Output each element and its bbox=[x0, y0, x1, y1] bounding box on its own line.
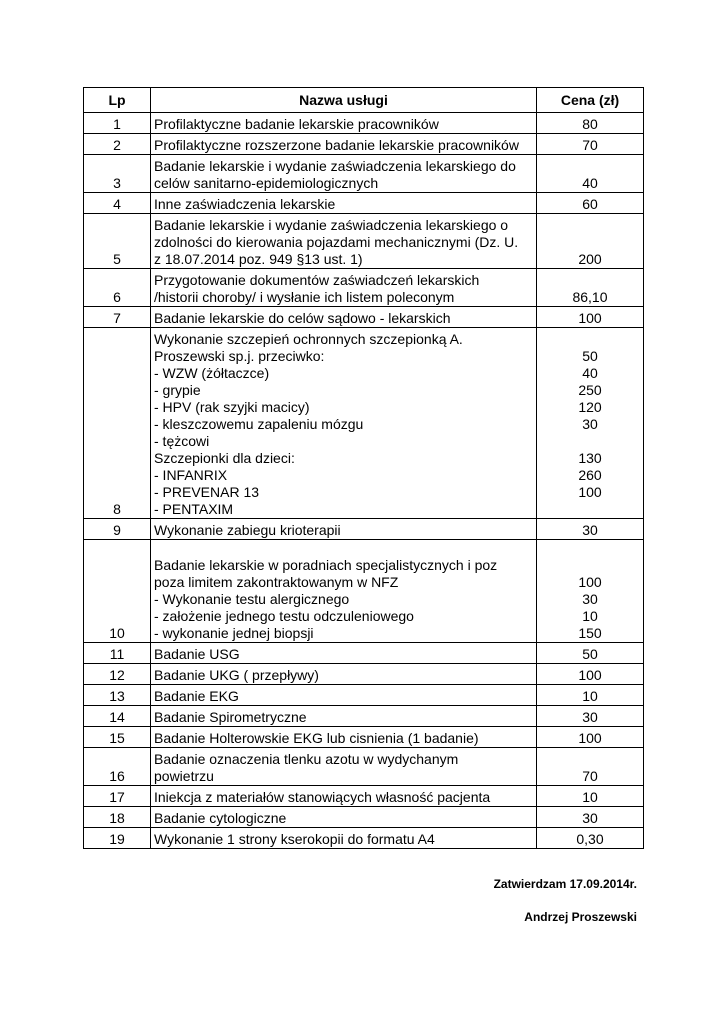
table-row bbox=[84, 786, 644, 807]
service-name-line: powietrzu bbox=[154, 768, 214, 784]
service-name bbox=[151, 155, 537, 193]
service-name bbox=[151, 214, 537, 269]
service-price bbox=[537, 307, 644, 328]
service-price bbox=[537, 155, 644, 193]
price-value: 120 bbox=[578, 399, 602, 415]
price-value: 130 bbox=[578, 450, 602, 466]
price-value: 100 bbox=[578, 310, 602, 326]
price-value: 30 bbox=[582, 591, 598, 607]
row-number: 11 bbox=[84, 643, 151, 664]
service-name bbox=[151, 727, 537, 748]
service-name-line: - wykonanie jednej biopsji bbox=[154, 625, 314, 641]
table-row bbox=[84, 664, 644, 685]
service-name bbox=[151, 706, 537, 727]
price-value: 10 bbox=[582, 608, 598, 624]
service-name bbox=[151, 828, 537, 849]
table-header-row bbox=[84, 88, 644, 113]
table-row bbox=[84, 807, 644, 828]
row-number: 18 bbox=[84, 807, 151, 828]
service-name bbox=[151, 540, 537, 643]
service-name-line: Przygotowanie dokumentów zaświadczeń lekarskich bbox=[154, 272, 480, 288]
row-number: 5 bbox=[84, 214, 151, 269]
row-number: 14 bbox=[84, 706, 151, 727]
row-number: 15 bbox=[84, 727, 151, 748]
price-value: 70 bbox=[582, 768, 598, 784]
service-price bbox=[537, 748, 644, 786]
table-row bbox=[84, 269, 644, 307]
service-name bbox=[151, 328, 537, 519]
service-price bbox=[537, 807, 644, 828]
service-name bbox=[151, 134, 537, 155]
price-value: 80 bbox=[582, 116, 598, 132]
table-row bbox=[84, 519, 644, 540]
service-name-line: Profilaktyczne rozszerzone badanie lekarskie pracowników bbox=[154, 137, 519, 153]
approval-date-text: Zatwierdzam 17.09.2014r. bbox=[493, 877, 637, 891]
service-name-line bbox=[154, 540, 533, 557]
service-name-line: - INFANRIX bbox=[154, 467, 228, 483]
service-name-line: - grypie bbox=[154, 382, 201, 398]
service-price bbox=[537, 706, 644, 727]
service-name-line: Iniekcja z materiałów stanowiących własność pacjenta bbox=[154, 789, 491, 805]
price-spacer bbox=[540, 501, 640, 518]
table-row bbox=[84, 214, 644, 269]
service-name-line: Badanie lekarskie w poradniach specjalistycznych i poz bbox=[154, 557, 498, 573]
price-value: 30 bbox=[582, 416, 598, 432]
service-name-line: - założenie jednego testu odczuleniowego bbox=[154, 608, 414, 624]
column-header-price: Cena (zł) bbox=[537, 88, 644, 113]
row-number: 2 bbox=[84, 134, 151, 155]
table-row bbox=[84, 113, 644, 134]
price-value: 70 bbox=[582, 137, 598, 153]
service-name bbox=[151, 269, 537, 307]
price-value: 100 bbox=[578, 484, 602, 500]
price-value: 30 bbox=[582, 810, 598, 826]
row-number: 8 bbox=[84, 328, 151, 519]
table-body bbox=[84, 113, 644, 849]
table-row bbox=[84, 727, 644, 748]
price-value: 250 bbox=[578, 382, 602, 398]
table-row bbox=[84, 307, 644, 328]
service-name-line: - Wykonanie testu alergicznego bbox=[154, 591, 350, 607]
service-name bbox=[151, 193, 537, 214]
row-number: 1 bbox=[84, 113, 151, 134]
price-value bbox=[540, 433, 640, 450]
service-name-line: Inne zaświadczenia lekarskie bbox=[154, 196, 336, 212]
row-number: 17 bbox=[84, 786, 151, 807]
price-value: 50 bbox=[582, 348, 598, 364]
service-name-line: Badanie oznaczenia tlenku azotu w wydychanym bbox=[154, 751, 459, 767]
price-table bbox=[83, 87, 644, 849]
service-name-line: Wykonanie 1 strony kserokopii do formatu A4 bbox=[154, 831, 435, 847]
service-name-line: Proszewski sp.j. przeciwko: bbox=[154, 348, 325, 364]
table-row bbox=[84, 193, 644, 214]
service-name bbox=[151, 519, 537, 540]
table-row bbox=[84, 828, 644, 849]
row-number: 4 bbox=[84, 193, 151, 214]
row-number: 12 bbox=[84, 664, 151, 685]
signature-name: Andrzej Proszewski bbox=[524, 910, 637, 924]
price-value: 0,30 bbox=[576, 831, 604, 847]
service-name-line: /historii choroby/ i wysłanie ich listem poleconym bbox=[154, 289, 455, 305]
service-name-line: Wykonanie szczepień ochronnych szczepionką A. bbox=[154, 331, 463, 347]
price-value: 60 bbox=[582, 196, 598, 212]
service-price bbox=[537, 540, 644, 643]
service-price bbox=[537, 643, 644, 664]
table-row bbox=[84, 328, 644, 519]
service-price bbox=[537, 828, 644, 849]
service-name-line: Badanie USG bbox=[154, 646, 240, 662]
column-header-name: Nazwa usługi bbox=[151, 88, 537, 113]
price-value: 10 bbox=[582, 688, 598, 704]
row-number: 6 bbox=[84, 269, 151, 307]
price-value: 100 bbox=[578, 574, 602, 590]
service-name-line: Szczepionki dla dzieci: bbox=[154, 450, 295, 466]
row-number: 10 bbox=[84, 540, 151, 643]
service-name-line: Badanie cytologiczne bbox=[154, 810, 287, 826]
service-name bbox=[151, 307, 537, 328]
service-price bbox=[537, 519, 644, 540]
table-row bbox=[84, 643, 644, 664]
service-name-line: poza limitem zakontraktowanym w NFZ bbox=[154, 574, 399, 590]
price-value: 86,10 bbox=[572, 289, 608, 305]
price-value: 260 bbox=[578, 467, 602, 483]
service-name bbox=[151, 113, 537, 134]
service-price bbox=[537, 134, 644, 155]
row-number: 13 bbox=[84, 685, 151, 706]
service-price bbox=[537, 328, 644, 519]
row-number: 19 bbox=[84, 828, 151, 849]
service-name-line: - kleszczowemu zapaleniu mózgu bbox=[154, 416, 364, 432]
table-row bbox=[84, 685, 644, 706]
service-name-line: Badanie Spirometryczne bbox=[154, 709, 307, 725]
service-name-line: Badanie UKG ( przepływy) bbox=[154, 667, 319, 683]
service-price bbox=[537, 786, 644, 807]
price-value: 30 bbox=[582, 709, 598, 725]
service-name-line: Badanie Holterowskie EKG lub cisnienia (1 badanie) bbox=[154, 730, 479, 746]
price-value: 40 bbox=[582, 175, 598, 191]
price-value: 40 bbox=[582, 365, 598, 381]
service-price bbox=[537, 664, 644, 685]
service-name-line: zdolności do kierowania pojazdami mechanicznymi (Dz. U. bbox=[154, 234, 519, 250]
price-value: 100 bbox=[578, 667, 602, 683]
service-name-line: celów sanitarno-epidemiologicznych bbox=[154, 175, 379, 191]
service-name-line: Badanie lekarskie i wydanie zaświadczenia lekarskiego do bbox=[154, 158, 516, 174]
service-name-line: Wykonanie zabiegu krioterapii bbox=[154, 522, 341, 538]
price-value: 100 bbox=[578, 730, 602, 746]
service-name-line: - WZW (żółtaczce) bbox=[154, 365, 270, 381]
service-name-line: Badanie lekarskie i wydanie zaświadczenia lekarskiego o bbox=[154, 217, 509, 233]
service-name-line: - PENTAXIM bbox=[154, 501, 234, 517]
price-value: 50 bbox=[582, 646, 598, 662]
price-value: 150 bbox=[578, 625, 602, 641]
service-name bbox=[151, 748, 537, 786]
price-value: 10 bbox=[582, 789, 598, 805]
service-name bbox=[151, 664, 537, 685]
service-price bbox=[537, 113, 644, 134]
service-name-line: Badanie EKG bbox=[154, 688, 239, 704]
table-row bbox=[84, 540, 644, 643]
service-name-line: - PREVENAR 13 bbox=[154, 484, 260, 500]
service-name bbox=[151, 786, 537, 807]
row-number: 7 bbox=[84, 307, 151, 328]
service-name-line: Profilaktyczne badanie lekarskie pracowników bbox=[154, 116, 439, 132]
table-row bbox=[84, 706, 644, 727]
column-header-lp: Lp bbox=[84, 88, 151, 113]
service-name bbox=[151, 807, 537, 828]
table-row bbox=[84, 748, 644, 786]
table-row bbox=[84, 134, 644, 155]
row-number: 3 bbox=[84, 155, 151, 193]
service-name bbox=[151, 685, 537, 706]
service-name-line: Badanie lekarskie do celów sądowo - lekarskich bbox=[154, 310, 451, 326]
service-price bbox=[537, 727, 644, 748]
service-name-line: z 18.07.2014 poz. 949 §13 ust. 1) bbox=[154, 251, 363, 267]
service-price bbox=[537, 193, 644, 214]
service-name-line: - tężcowi bbox=[154, 433, 210, 449]
row-number: 9 bbox=[84, 519, 151, 540]
price-value: 30 bbox=[582, 522, 598, 538]
service-price bbox=[537, 214, 644, 269]
row-number: 16 bbox=[84, 748, 151, 786]
price-value: 200 bbox=[578, 251, 602, 267]
service-price bbox=[537, 685, 644, 706]
table-row bbox=[84, 155, 644, 193]
service-name bbox=[151, 643, 537, 664]
service-name-line: - HPV (rak szyjki macicy) bbox=[154, 399, 310, 415]
service-price bbox=[537, 269, 644, 307]
